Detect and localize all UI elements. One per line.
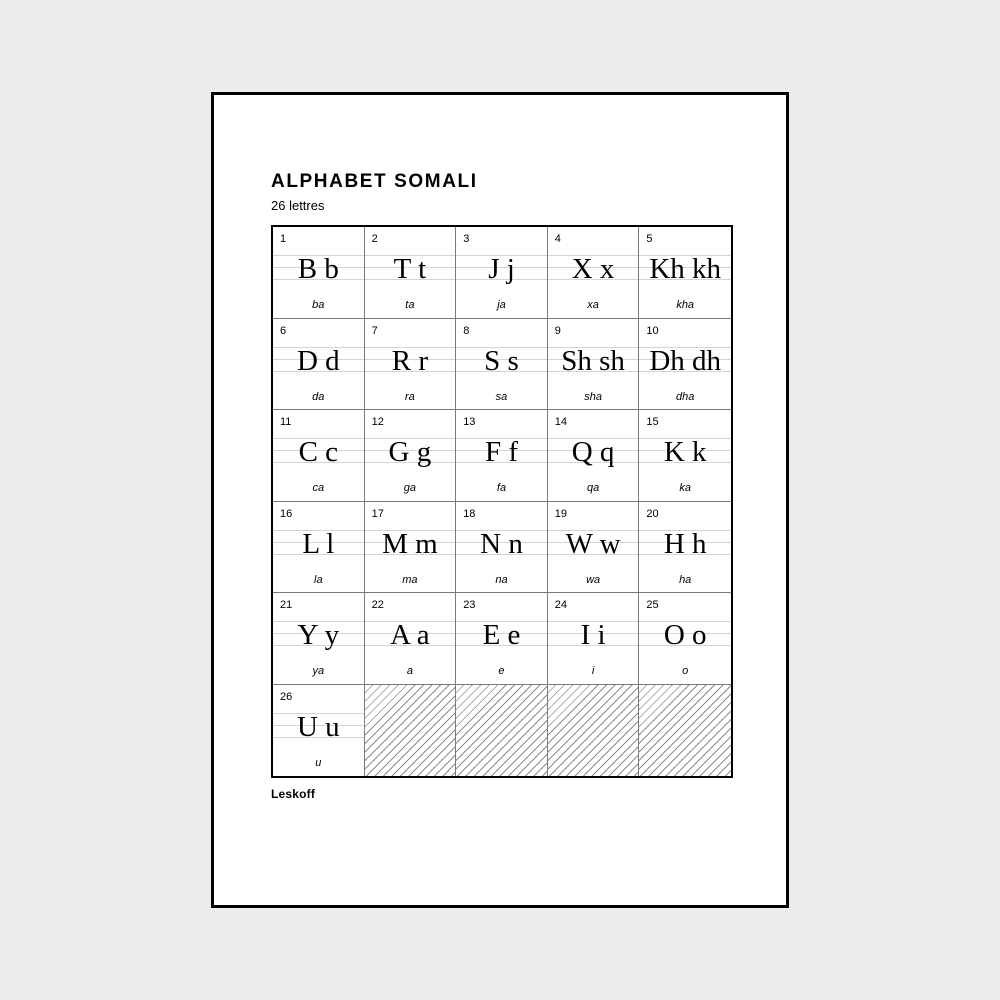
letter-glyph: B b: [297, 253, 339, 285]
letter-cell: [548, 410, 640, 502]
letter-pronunciation: sa: [495, 390, 508, 403]
empty-hatched-cell: [548, 685, 640, 777]
letter-cell: [456, 410, 548, 502]
letter-cell: [365, 319, 457, 411]
letter-glyph: Q q: [571, 436, 615, 468]
letter-glyph: K k: [663, 436, 707, 468]
letter-number: 15: [646, 416, 659, 428]
letter-pronunciation: ka: [679, 482, 691, 494]
letter-cell: [548, 502, 640, 594]
letter-glyph: I i: [580, 619, 606, 651]
letter-cell: [548, 593, 640, 685]
letter-pronunciation: ja: [497, 299, 506, 311]
letter-cell: [548, 227, 640, 319]
letter-number: 8: [463, 324, 470, 337]
letter-pronunciation: wa: [586, 573, 601, 586]
letter-cell: [639, 319, 731, 411]
letter-glyph: A a: [390, 619, 430, 651]
letter-cell: [456, 319, 548, 411]
letter-cell: [273, 685, 365, 777]
letter-number: 1: [280, 233, 287, 245]
letter-cell: [273, 593, 365, 685]
letter-cell: [273, 319, 365, 411]
letter-glyph: S s: [484, 344, 519, 377]
letter-pronunciation: ya: [312, 665, 325, 677]
letter-number: 9: [554, 324, 561, 337]
letter-glyph: T t: [393, 253, 427, 285]
letter-cell: [273, 227, 365, 319]
letter-pronunciation: kha: [676, 299, 695, 311]
empty-hatched-cell: [639, 685, 731, 777]
letter-pronunciation: xa: [587, 299, 599, 311]
letter-number: 14: [554, 416, 568, 428]
empty-hatched-cell: [365, 685, 457, 777]
letter-glyph: J j: [488, 253, 515, 285]
letter-cell: [273, 410, 365, 502]
letter-glyph: Dh dh: [649, 344, 722, 377]
letter-glyph: W w: [565, 527, 621, 560]
letter-glyph: H h: [663, 527, 707, 560]
page-title: ALPHABET SOMALI: [271, 171, 478, 192]
letter-cell: [365, 502, 457, 594]
letter-cell: [456, 227, 548, 319]
letter-number: 20: [646, 507, 659, 520]
letter-number: 16: [280, 507, 293, 520]
letter-number: 10: [646, 324, 659, 337]
letter-pronunciation: la: [314, 573, 323, 586]
letter-cell: [365, 227, 457, 319]
letter-cell: [365, 593, 457, 685]
letter-cell: [639, 227, 731, 319]
letter-cell: [456, 593, 548, 685]
letter-number: 3: [463, 233, 470, 245]
letter-number: 12: [371, 416, 384, 428]
letter-number: 6: [280, 324, 287, 337]
letter-glyph: L l: [302, 527, 335, 560]
letter-pronunciation: ra: [405, 390, 415, 403]
empty-hatched-cell: [456, 685, 548, 777]
letter-number: 18: [463, 507, 476, 520]
letter-glyph: C c: [298, 436, 339, 468]
letter-pronunciation: a: [406, 665, 413, 677]
letter-cell: [639, 410, 731, 502]
letter-number: 2: [371, 233, 378, 245]
letter-number: 19: [554, 507, 568, 520]
letter-number: 11: [280, 416, 292, 428]
letter-number: 23: [463, 599, 476, 611]
letter-pronunciation: dha: [676, 390, 695, 403]
poster: [211, 92, 789, 908]
letter-pronunciation: da: [312, 390, 325, 403]
letter-glyph: Y y: [297, 619, 340, 651]
letter-pronunciation: ha: [679, 573, 692, 586]
page-subtitle: 26 lettres: [271, 198, 325, 213]
letter-number: 21: [280, 599, 293, 611]
letter-pronunciation: ta: [405, 299, 415, 311]
letter-glyph: N n: [480, 527, 523, 560]
letter-cell: [456, 502, 548, 594]
letter-glyph: G g: [388, 436, 432, 468]
letter-pronunciation: fa: [496, 482, 507, 494]
letter-glyph: R r: [391, 344, 429, 377]
letter-number: 5: [646, 233, 653, 245]
letter-pronunciation: u: [315, 756, 322, 769]
letter-glyph: E e: [482, 619, 521, 651]
letter-glyph: X x: [571, 253, 615, 285]
letter-pronunciation: o: [682, 665, 689, 677]
letter-cell: [273, 502, 365, 594]
letter-number: 13: [463, 416, 476, 428]
letter-glyph: O o: [663, 619, 707, 651]
letter-pronunciation: e: [498, 665, 505, 677]
letter-number: 26: [280, 690, 293, 703]
letter-glyph: M m: [382, 527, 438, 560]
letter-cell: [365, 410, 457, 502]
letter-cell: [639, 593, 731, 685]
letter-number: 7: [371, 324, 378, 337]
letter-number: 17: [371, 507, 384, 520]
letter-number: 4: [554, 233, 561, 245]
letter-pronunciation: qa: [586, 482, 600, 494]
letter-number: 24: [554, 599, 568, 611]
letter-pronunciation: ba: [312, 299, 325, 311]
letter-glyph: U u: [296, 710, 340, 743]
alphabet-grid: [271, 225, 733, 778]
letter-glyph: Kh kh: [649, 253, 722, 285]
letter-cell: [548, 319, 640, 411]
letter-pronunciation: ma: [402, 573, 418, 586]
letter-pronunciation: ga: [403, 482, 417, 494]
letter-number: 25: [646, 599, 659, 611]
letter-cell: [639, 502, 731, 594]
brand-logo: Leskoff: [271, 787, 316, 801]
letter-glyph: D d: [296, 344, 340, 377]
letter-number: 22: [371, 599, 384, 611]
letter-pronunciation: i: [591, 665, 595, 677]
letter-pronunciation: sha: [584, 390, 602, 403]
letter-glyph: Sh sh: [561, 344, 625, 377]
letter-pronunciation: ca: [312, 482, 325, 494]
letter-pronunciation: na: [495, 573, 508, 586]
letter-glyph: F f: [484, 436, 519, 468]
